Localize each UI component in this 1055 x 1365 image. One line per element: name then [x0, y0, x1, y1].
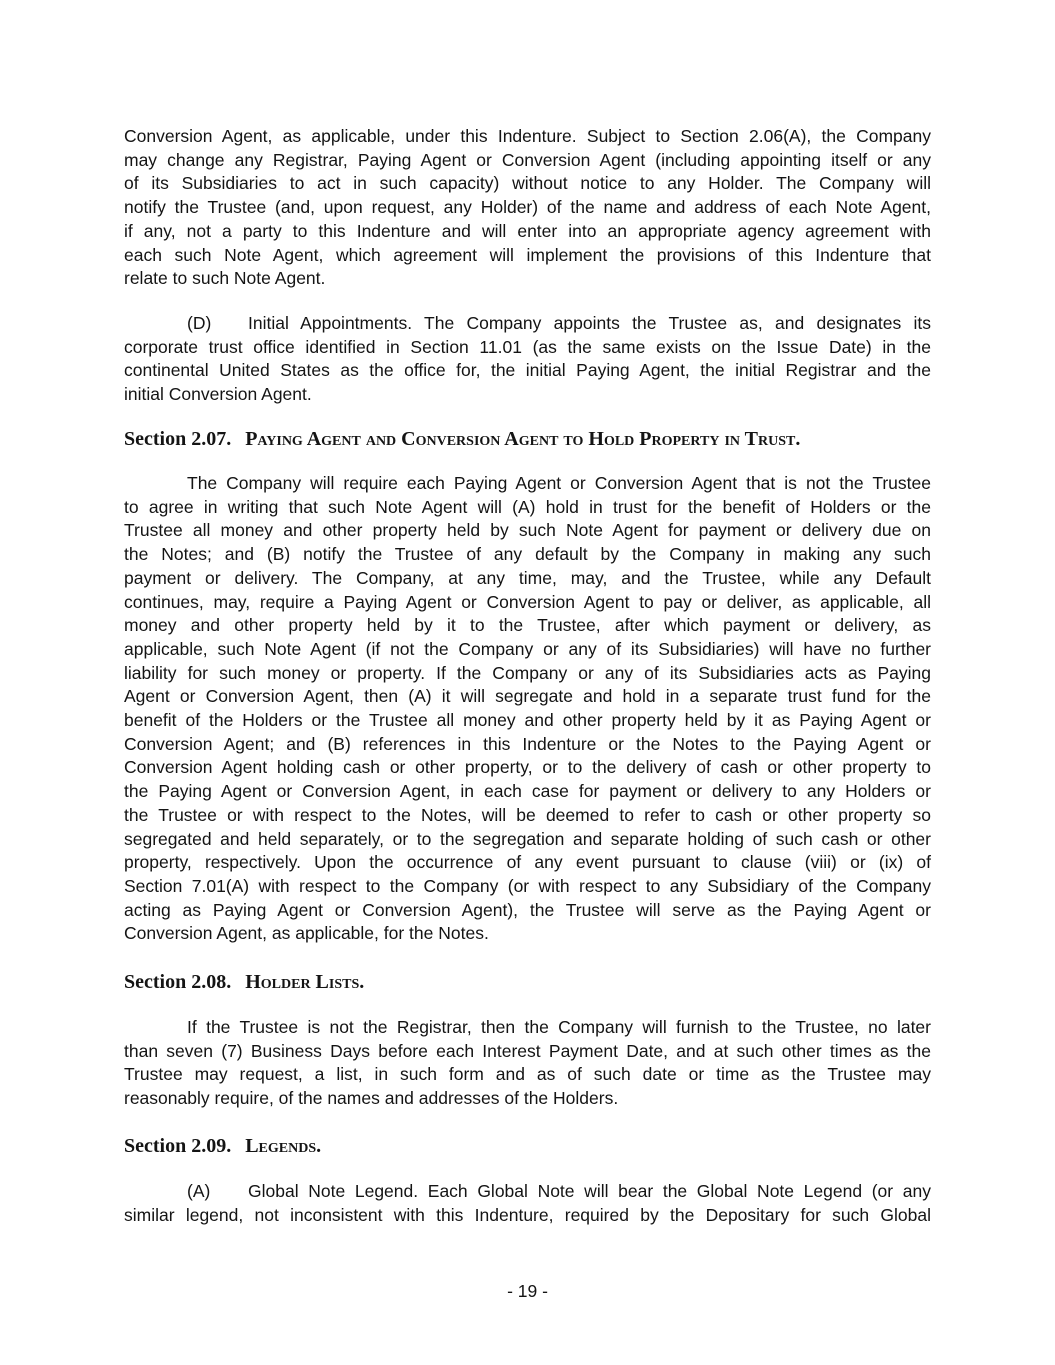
text-line: Conversion Agent holding cash or other property, or to the delivery of cash or other property to — [124, 757, 931, 778]
text-line: benefit of the Holders or the Trustee all money and other property held by it as Paying Agent or — [124, 710, 931, 731]
body-paragraph — [124, 472, 931, 946]
section-number: Section 2.09. — [124, 1135, 232, 1157]
text-line — [124, 1180, 931, 1204]
text-line: The Company will require each Paying Agent or Conversion Agent that is not the Trustee — [187, 473, 931, 493]
text-line: Agent or Conversion Agent, then (A) it will segregate and hold in a separate trust fund for the — [124, 686, 931, 707]
item-label: (A) — [187, 1181, 211, 1201]
text-line: corporate trust office identified in Section 11.01 (as the same exists on the Issue Date) in the — [124, 336, 931, 357]
text-line: payment or delivery. The Company, at any time, may, and the Trustee, while any Default — [124, 567, 931, 588]
text-line: applicable, such Note Agent (if not the Company or any of its Subsidiaries) will have no further — [124, 638, 931, 659]
text-line: If the Trustee is not the Registrar, then the Company will furnish to the Trustee, no later — [187, 1017, 931, 1037]
text-line: Section 7.01(A) with respect to the Company (or with respect to any Subsidiary of the Company — [124, 875, 931, 896]
item-label: (D) — [187, 313, 212, 333]
body-paragraph — [124, 1180, 931, 1227]
body-paragraph — [124, 312, 931, 407]
text-line: segregated and held separately, or to the segregation and separate holding of such cash or other — [124, 828, 931, 849]
text-line: of its Subsidiaries to act in such capacity) without notice to any Holder. The Company will — [124, 173, 931, 194]
text-line: relate to such Note Agent. — [124, 268, 326, 289]
section-number: Section 2.07. — [124, 428, 232, 450]
section-title: Paying Agent and Conversion Agent to Hold Property in Trust. — [245, 428, 801, 450]
line-text: Global Note Legend. Each Global Note will bear the Global Note Legend (or any — [248, 1181, 931, 1201]
text-line: acting as Paying Agent or Conversion Agent), the Trustee will serve as the Paying Agent or — [124, 899, 931, 920]
section-heading — [124, 428, 931, 452]
text-line: money and other property held by it to the Trustee, after which payment or delivery, as — [124, 615, 931, 636]
text-line: than seven (7) Business Days before each Interest Payment Date, and at such other times as the — [124, 1040, 931, 1061]
text-line: continental United States as the office for, the initial Paying Agent, the initial Registrar and the — [124, 360, 931, 381]
section-heading — [124, 1135, 931, 1159]
body-paragraph — [124, 125, 931, 291]
body-paragraph — [124, 1016, 931, 1111]
text-line: to agree in writing that such Note Agent will (A) hold in trust for the benefit of Holders or the — [124, 496, 931, 517]
section-title: Legends. — [245, 1135, 322, 1157]
text-line: Trustee may request, a list, in such form and as of such date or time as the Trustee may — [124, 1064, 931, 1085]
section-title: Holder Lists. — [245, 971, 365, 993]
text-line: liability for such money or property. If the Company or any of its Subsidiaries acts as Paying — [124, 662, 931, 683]
text-line: if any, not a party to this Indenture and will enter into an appropriate agency agreement with — [124, 220, 931, 241]
text-line: similar legend, not inconsistent with this Indenture, required by the Depositary for such Global — [124, 1204, 931, 1225]
text-line: reasonably require, of the names and addresses of the Holders. — [124, 1088, 619, 1109]
text-line: initial Conversion Agent. — [124, 384, 312, 405]
text-line: may change any Registrar, Paying Agent or Conversion Agent (including appointing itself or any — [124, 149, 931, 170]
text-line: each such Note Agent, which agreement will implement the provisions of this Indenture that — [124, 244, 931, 265]
text-line: Conversion Agent, as applicable, for the Notes. — [124, 923, 489, 944]
text-line: Conversion Agent, as applicable, under this Indenture. Subject to Section 2.06(A), the Company — [124, 126, 931, 146]
text-line: continues, may, require a Paying Agent or Conversion Agent to pay or deliver, as applicable, all — [124, 591, 931, 612]
text-line: the Notes; and (B) notify the Trustee of any default by the Company in making any such — [124, 544, 931, 565]
section-heading — [124, 971, 931, 995]
text-line: the Paying Agent or Conversion Agent, in each case for payment or delivery to any Holders or — [124, 781, 931, 802]
text-line: property, respectively. Upon the occurrence of any event pursuant to clause (viii) or (ix) of — [124, 852, 931, 873]
text-line: notify the Trustee (and, upon request, any Holder) of the name and address of each Note Agent, — [124, 197, 931, 218]
text-line: the Trustee or with respect to the Notes, will be deemed to refer to cash or other property so — [124, 804, 931, 825]
page-number: - 19 - — [507, 1281, 548, 1301]
text-line: Conversion Agent; and (B) references in this Indenture or the Notes to the Paying Agent or — [124, 733, 931, 754]
text-line: Trustee all money and other property held by such Note Agent for payment or delivery due on — [124, 520, 931, 541]
text-line — [124, 312, 931, 336]
line-text: Initial Appointments. The Company appoints the Trustee as, and designates its — [248, 313, 931, 333]
section-number: Section 2.08. — [124, 971, 232, 993]
